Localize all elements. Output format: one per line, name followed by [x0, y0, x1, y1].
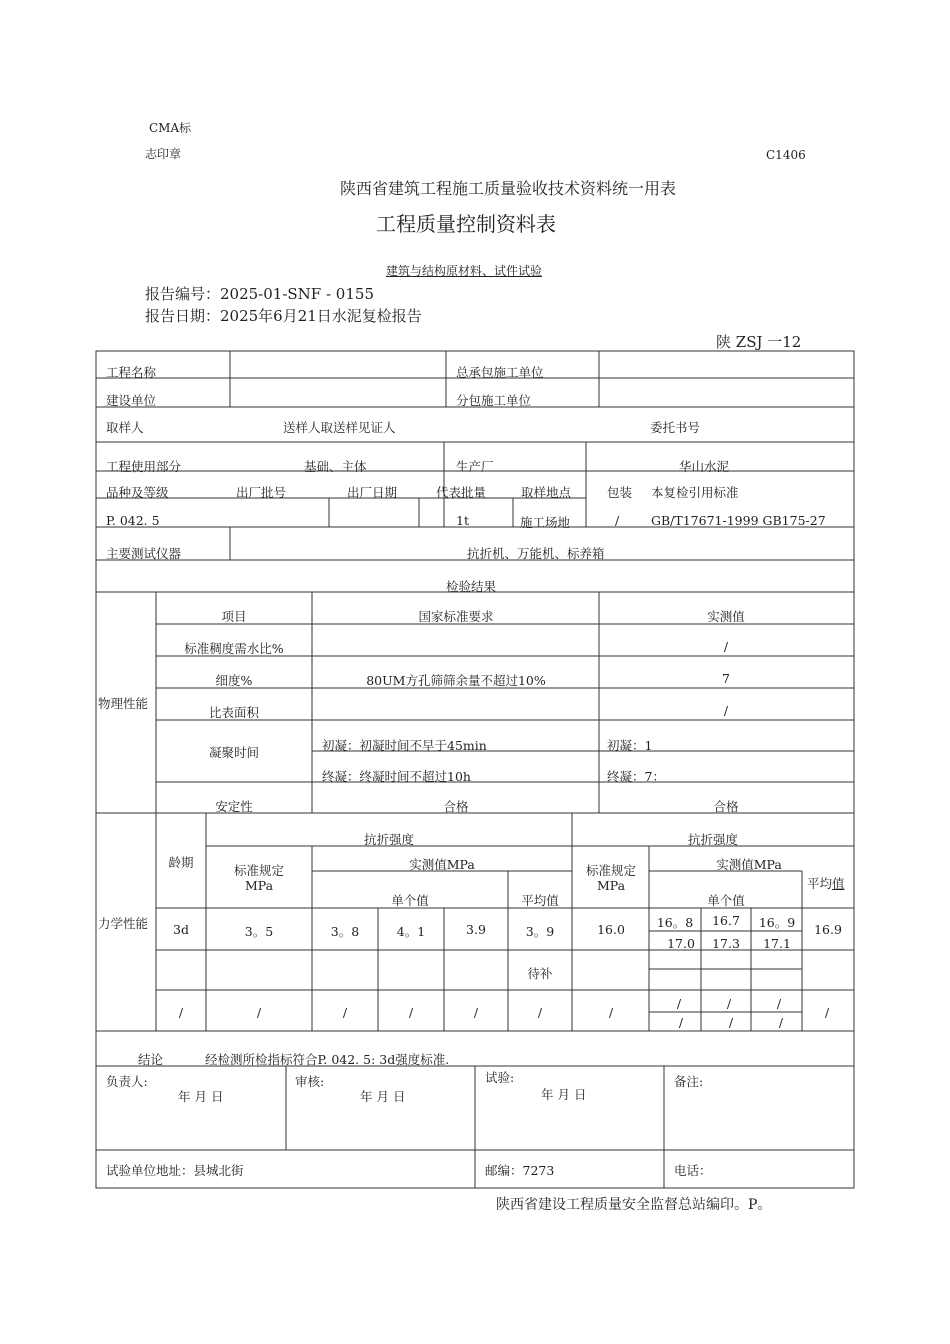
sampling-location-label: 取样地点 [521, 485, 572, 500]
cma-stamp-label-2: 志印章 [145, 147, 182, 161]
right-single-value: 16。9 [758, 915, 796, 930]
measured-mpa-header: 实测值MPa [409, 857, 475, 872]
package-label: 包装 [607, 485, 633, 500]
setting-time-label: 凝聚时间 [208, 745, 260, 760]
commission-number-label: 委托书号 [650, 420, 701, 435]
lab-address: 试验单位地址：县城北街 [106, 1163, 244, 1178]
report-date: 报告日期：2025年6月21日水泥复检报告 [145, 307, 422, 325]
grade-label: 品种及等级 [106, 485, 169, 500]
factory-date-label: 出厂日期 [347, 485, 398, 500]
phone: 电话： [674, 1163, 712, 1178]
representative-batch-label: 代表批量 [436, 485, 487, 500]
standard-spec-header: 标准规定 [233, 863, 285, 878]
right-single-value: 17.1 [763, 936, 791, 951]
manufacturer-value: 华山水泥 [679, 459, 730, 474]
right-single-value: 17.0 [667, 936, 695, 951]
mechanical-properties-label: 力学性能 [98, 916, 149, 931]
slash: / [824, 1005, 830, 1020]
soundness-label: 安定性 [215, 799, 253, 814]
slash: / [608, 1005, 614, 1020]
slash: / [537, 1005, 543, 1020]
right-single-value: 16.7 [712, 913, 740, 928]
cma-stamp-label: CMA标 [149, 121, 192, 135]
row-requirement: 80UM方孔筛筛余量不超过10% [366, 673, 546, 688]
initial-setting-requirement: 初凝：初凝时间不早于45min [322, 738, 487, 753]
usage-part-label: 工程使用部分 [106, 459, 182, 474]
standard-spec-unit-2: MPa [596, 878, 626, 893]
right-standard-value: 16.0 [597, 922, 625, 937]
slash: / [256, 1005, 262, 1020]
col-item-header: 项目 [221, 609, 247, 624]
document-subtitle: 工程质量控制资料表 [376, 212, 556, 236]
left-standard-value: 3。5 [244, 924, 274, 939]
col-measured-header: 实测值 [707, 609, 745, 624]
slash: / [678, 1015, 684, 1030]
slash: / [726, 996, 732, 1011]
representative-batch-value: 1t [456, 513, 469, 528]
row-measured: / [723, 639, 729, 654]
slash: / [408, 1005, 414, 1020]
remarks-label: 备注: [674, 1074, 704, 1089]
standard-spec-unit: MPa [244, 878, 274, 893]
single-value-header-2: 单个值 [707, 893, 745, 908]
flexural-strength-header-2: 抗折强度 [687, 832, 739, 847]
average-value-header: 平均值 [521, 893, 559, 908]
slash: / [728, 1015, 734, 1030]
usage-part-value: 基础、主体 [304, 459, 367, 474]
review-label: 审核: [295, 1074, 325, 1089]
physical-properties-label: 物理性能 [98, 696, 149, 711]
right-average-value: 16.9 [814, 922, 842, 937]
row-measured: / [723, 703, 729, 718]
flexural-strength-header: 抗折强度 [363, 832, 415, 847]
pending-label: 待补 [527, 966, 553, 981]
date-blank: 年 月 日 [360, 1089, 406, 1104]
sampling-location-value: 施工场地 [520, 515, 571, 530]
general-contractor-label: 总承包施工单位 [456, 365, 544, 380]
instruments-value: 抗折机、万能机、标养箱 [467, 546, 605, 561]
conclusion-label: 结论 [138, 1052, 164, 1067]
average-value-header-2: 平均值 [807, 876, 845, 891]
instruments-label: 主要测试仪器 [106, 546, 182, 561]
postcode: 邮编：7273 [485, 1163, 555, 1178]
test-label: 试验: [485, 1070, 515, 1085]
right-single-value: 16。8 [656, 915, 694, 930]
row-measured: 7 [722, 671, 730, 686]
left-single-value: 3.9 [466, 922, 486, 937]
soundness-requirement: 合格 [443, 799, 469, 814]
left-single-value: 3。8 [330, 924, 360, 939]
col-requirement-header: 国家标准要求 [418, 609, 494, 624]
date-blank: 年 月 日 [541, 1087, 587, 1102]
age-3d: 3d [173, 922, 189, 937]
slash: / [178, 1005, 184, 1020]
document-main-title: 陕西省建筑工程施工质量验收技术资料统一用表 [340, 179, 677, 198]
conclusion-text: 经检测所检指标符合P. 042. 5: 3d强度标准. [205, 1052, 450, 1067]
category-label: 建筑与结构原材料、试件试验 [386, 264, 543, 278]
manufacturer-label: 生产厂 [456, 459, 494, 474]
slash: / [778, 1015, 784, 1030]
package-value: / [615, 513, 620, 528]
report-number: 报告编号：2025-01-SNF - 0155 [145, 285, 374, 303]
responsible-person-label: 负责人: [106, 1074, 148, 1089]
row-item: 比表面积 [208, 705, 260, 720]
slash: / [776, 996, 782, 1011]
single-value-header: 单个值 [391, 893, 429, 908]
age-header: 龄期 [168, 855, 194, 870]
standard-spec-header-2: 标准规定 [585, 863, 637, 878]
left-average-value: 3。9 [525, 924, 555, 939]
final-setting-value: 终凝：7： [607, 769, 665, 784]
results-title: 检验结果 [446, 579, 497, 594]
row-item: 细度% [215, 673, 253, 688]
batch-number-label: 出厂批号 [236, 485, 287, 500]
date-blank: 年 月 日 [178, 1089, 224, 1104]
row-item: 标准稠度需水比% [184, 641, 284, 656]
standard-value: GB/T17671-1999 GB175-27 [651, 513, 826, 528]
sender-witness-label: 送样人取送样见证人 [283, 420, 396, 435]
right-single-value: 17.3 [712, 936, 740, 951]
slash: / [473, 1005, 479, 1020]
soundness-value: 合格 [713, 799, 739, 814]
sampler-label: 取样人 [106, 420, 144, 435]
left-single-value: 4。1 [396, 924, 426, 939]
grade-value: P. 042. 5 [106, 513, 160, 528]
printer-note: 陕西省建设工程质量安全监督总站编印。P。 [496, 1197, 772, 1213]
final-setting-requirement: 终凝：终凝时间不超过10h [322, 769, 471, 784]
project-name-label: 工程名称 [106, 365, 157, 380]
form-code: C1406 [766, 148, 806, 162]
standard-label: 本复检引用标准 [651, 485, 739, 500]
slash: / [342, 1005, 348, 1020]
subcontractor-label: 分包施工单位 [456, 393, 532, 408]
initial-setting-value: 初凝：1 [607, 738, 653, 753]
slash: / [676, 996, 682, 1011]
construction-unit-label: 建设单位 [106, 393, 157, 408]
measured-mpa-header-2: 实测值MPa [716, 857, 782, 872]
form-number: 陕 ZSJ 一12 [716, 333, 802, 351]
